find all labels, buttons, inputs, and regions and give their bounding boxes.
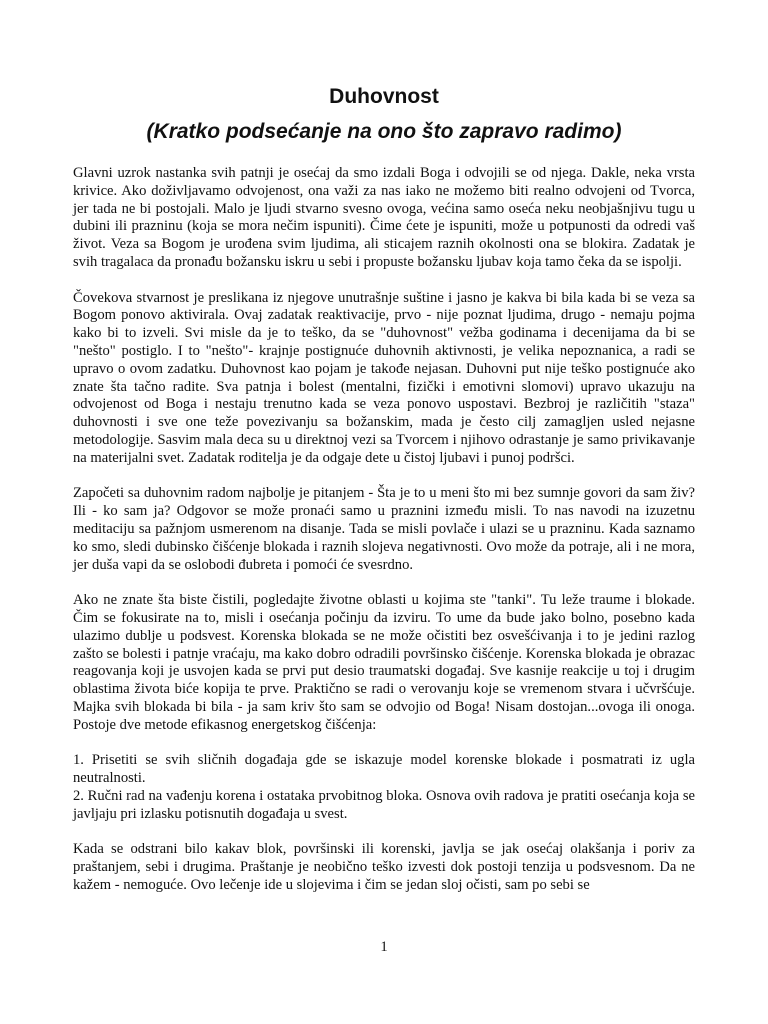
list-item: 2. Ručni rad na vađenju korena i ostataka prvobitnog bloka. Osnova ovih radova je pratiti osećanja koja se javljaju pri izlasku potisnutih događaja u svest. <box>73 787 695 822</box>
body-paragraph: Ako ne znate šta biste čistili, pogledajte životne oblasti u kojima ste "tanki". Tu leže traume i blokade. Čim se fokusirate na to, misli i osećanja počinju da izviru. To ume da bude jako bolno, posebno kada ulazimo dublje u podsvest. Korenska blokada se ne može očistiti bez osvešćivanja i to je jedini razlog zašto se bolesti i patnje vraćaju, ma kako dobro odradili površinsko čišćenje. Korenska blokada je obrazac reagovanja koji je usvojen kada se prvi put desio traumatski događaj. Sve kasnije reakcije u toj i drugim oblastima života biće kopija te prve. Praktično se radi o verovanju koje se vremenom stvara i učvršćuje. Majka svih blokada bi bila - ja sam kriv što sam se odvojio od Boga! Nisam dostojan...ovoga ili onoga. Postoje dve metode efikasnog energetskog čišćenja: <box>73 592 695 733</box>
page-subtitle: (Kratko podsećanje na ono što zapravo radimo) <box>146 120 622 143</box>
page-number: 1 <box>380 939 388 955</box>
body-paragraph: Kada se odstrani bilo kakav blok, površinski ili korenski, javlja se jak osećaj olakšanja i poriv za praštanjem, sebi i drugima. Praštanje je neobično teško izvesti dok postoji tenzija u podsvesnom. Da ne kažem - nemoguće. Ovo lečenje ide u slojevima i čim se jedan sloj očisti, sam po sebi se <box>73 841 695 893</box>
list-item: 1. Prisetiti se svih sličnih događaja gde se iskazuje model korenske blokade i posmatrati iz ugla neutralnosti. <box>73 752 695 787</box>
body-paragraph: Glavni uzrok nastanka svih patnji je osećaj da smo izdali Boga i odvojili se od njega. Dakle, neka vrsta krivice. Ako doživljavamo odvojenost, ona važi za nas iako ne možemo biti realno odvojeni od Tvorca, jer tada ne bi postojali. Malo je ljudi stvarno svesno ovoga, većina samo oseća neku neobjašnjivu tugu u dubini ili prazninu (koja se mora nečim ispuniti). Čime ćete je ispuniti, može u potpunosti da odredi vaš život. Veza sa Bogom je urođena svim ljudima, ali sticajem raznih okolnosti ona se blokira. Zadatak je svih tragalaca da pronađu božansku iskru u sebi i propuste božansku ljubav koja tamo čeka da se ispolji. <box>73 165 695 270</box>
body-paragraph: Započeti sa duhovnim radom najbolje je pitanjem - Šta je to u meni što mi bez sumnje govori da sam živ? Ili - ko sam ja? Odgovor se može pronaći samo u praznini između misli. To nas navodi na izuzetnu meditaciju sa pažnjom usmerenom na disanje. Tada se misli povlače i ulazi se u prazninu. Kada saznamo ko smo, sledi dubinsko čišćenje blokada i raznih slojeva negativnosti. Ovo može da potraje, ali i ne mora, jer duša vapi da se oslobodi đubreta i pomoći će svesrdno. <box>73 485 695 573</box>
body-paragraph: Čovekova stvarnost je preslikana iz njegove unutrašnje suštine i jasno je kakva bi bila kada bi se veza sa Bogom ponovo aktivirala. Ovaj zadatak reaktivacije, prvo - nije poznat ljudima, drugo - nemaju pojma kako bi to izveli. Svi misle da je to teško, da se "duhovnost" vežba godinama i decenijama da bi se "nešto" postiglo. I to "nešto"- krajnje postignuće duhovnih aktivnosti, je velika nepoznanica, a radi se upravo o ovom zadatku. Duhovnost kao pojam je takođe nejasan. Duhovni put nije teško postignuće ako znate šta tačno radite. Sva patnja i bolest (mentalni, fizički i emotivni slomovi) upravo ukazuju na odvojenost od Boga i nestaju trenutno kada se veza ponovo uspostavi. Bezbroj je različitih "staza" duhovnosti i sve one teže povezivanju sa božanskim, mada je često cilj zamagljen usled nejasne metodologije. Sasvim mala deca su u direktnoj vezi sa Tvorcem i njihovo odrastanje je samo privikavanje na materijalni svet. Zadatak roditelja je da odgaje dete u čistoj ljubavi i punoj podršci. <box>73 289 695 466</box>
page-title: Duhovnost <box>329 85 439 108</box>
document-body <box>73 165 695 895</box>
